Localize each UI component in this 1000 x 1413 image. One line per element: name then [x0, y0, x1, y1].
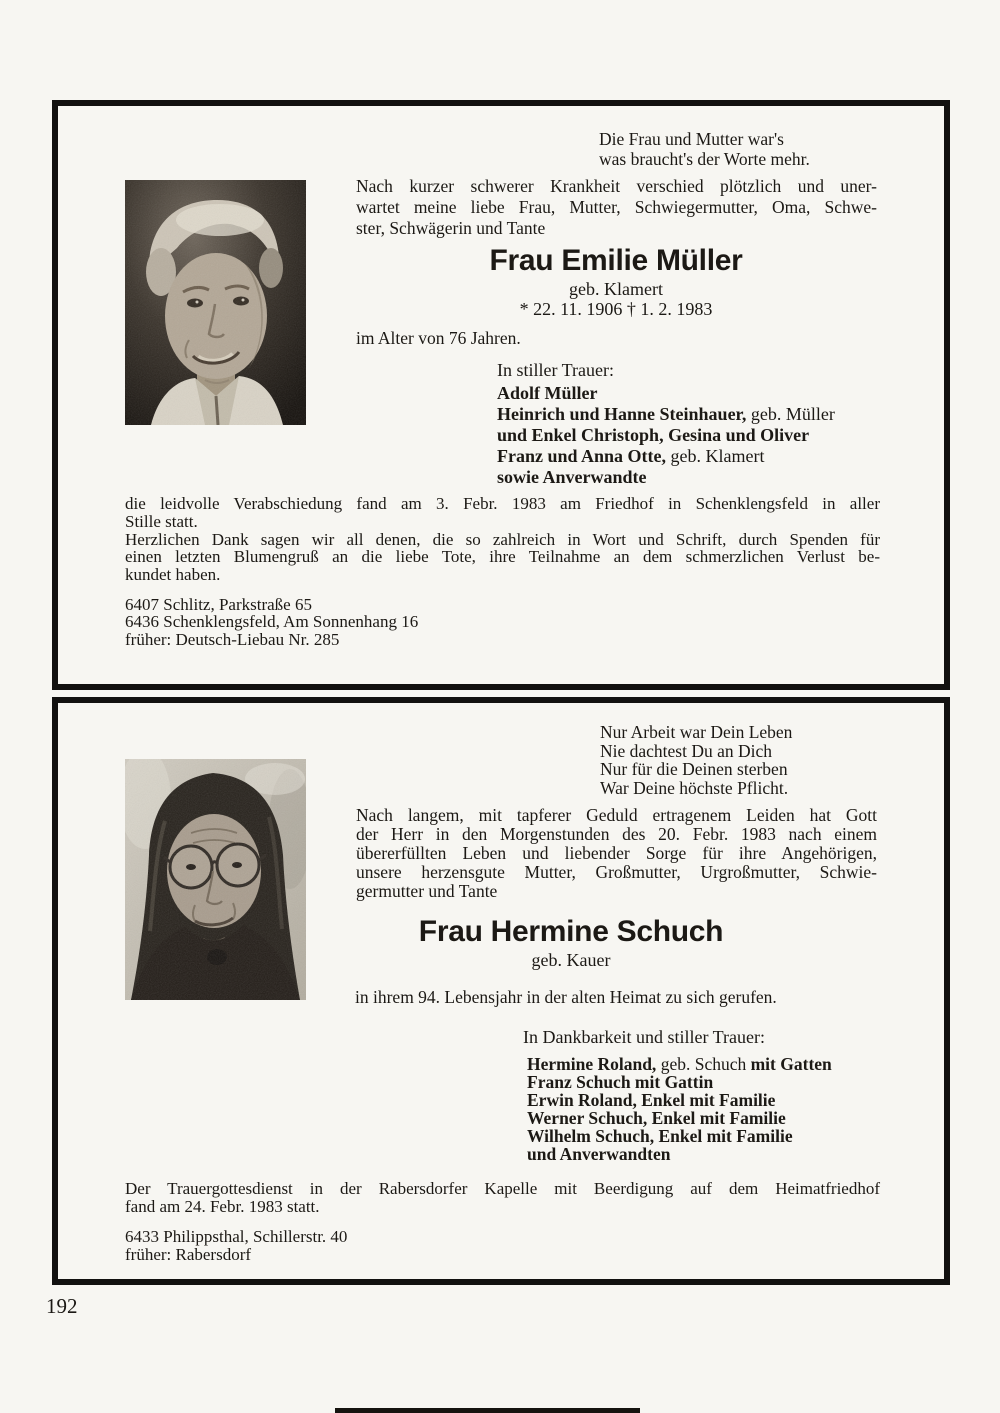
epigraph [599, 130, 810, 169]
maiden-name: geb. Klamert [569, 279, 663, 299]
mourner-line [497, 425, 835, 446]
paragraph-line: Stille statt. [125, 512, 198, 531]
mourner-name: Heinrich und Hanne Steinhauer, [497, 404, 747, 424]
mourner-line [527, 1055, 832, 1073]
mourning-intro: In stiller Trauer: [497, 360, 614, 380]
mourner-name: Adolf Müller [497, 383, 598, 403]
paragraph-line: einen letzten Blumengruß an die liebe Tote, ihre Teilnahme an dem schmerzlichen Verlust be- [125, 547, 880, 567]
mourner-name: und Anverwandten [527, 1144, 671, 1164]
address-line: früher: Deutsch-Liebau Nr. 285 [125, 629, 340, 649]
mourner-line [527, 1091, 832, 1109]
thanks-paragraph [125, 531, 880, 583]
mourners-list [497, 383, 835, 488]
address-line: 6433 Philippsthal, Schillerstr. 40 [125, 1227, 348, 1246]
page-number: 192 [46, 1294, 78, 1318]
mourner-name: Franz und Anna Otte, [497, 446, 667, 466]
mourning-intro: In Dankbarkeit und stiller Trauer: [523, 1027, 765, 1047]
mourner-name: Erwin Roland, Enkel mit Familie [527, 1090, 776, 1110]
address-line: 6436 Schenklengsfeld, Am Sonnenhang 16 [125, 612, 419, 632]
mourner-line [527, 1127, 832, 1145]
epigraph [600, 723, 792, 797]
intro-line: Nach kurzer schwerer Krankheit verschied plötzlich und uner- [356, 176, 877, 196]
epigraph-line: Die Frau und Mutter war's [599, 129, 784, 149]
intro-line: übererfüllten Leben und liebender Sorge für ihre Angehörigen, [356, 843, 877, 863]
address-block [125, 1228, 347, 1264]
mourner-line [527, 1145, 832, 1163]
portrait-photo [125, 759, 306, 1000]
portrait-photo-emilie-mueller [125, 180, 306, 425]
intro-line: unsere herzensgute Mutter, Großmutter, Urgroßmutter, Schwie- [356, 862, 877, 882]
mourner-name: Franz Schuch mit Gattin [527, 1072, 714, 1092]
deceased-name-block [354, 244, 878, 319]
epigraph-line: Nur für die Deinen sterben [600, 759, 788, 779]
portrait-photo [125, 180, 306, 425]
portrait-photo-hermine-schuch [125, 759, 306, 1000]
scan-edge-artifact [335, 1408, 640, 1413]
mourner-note: geb. Müller [746, 404, 835, 424]
paragraph-line: die leidvolle Verabschiedung fand am 3. Febr. 1983 am Friedhof in Schenklengsfeld in aller [125, 494, 880, 513]
paragraph-line: Der Trauergottesdienst in der Rabersdorfer Kapelle mit Beerdigung auf dem Heimatfriedhof [125, 1179, 880, 1198]
service-paragraph [125, 1180, 880, 1216]
obituary-card-emilie-mueller [52, 100, 950, 690]
maiden-name: geb. Kauer [531, 950, 611, 970]
mourner-line [527, 1109, 832, 1127]
mourner-line [497, 383, 835, 404]
paragraph-line: fand am 24. Febr. 1983 statt. [125, 1197, 320, 1217]
obituary-card-hermine-schuch [52, 697, 950, 1285]
mourner-name: Hermine Roland, [527, 1054, 657, 1074]
intro-paragraph [356, 806, 877, 901]
address-block [125, 596, 418, 648]
mourner-note: geb. Schuch [656, 1054, 751, 1074]
paragraph-line: kundet haben. [125, 564, 221, 584]
intro-line: germutter und Tante [356, 881, 498, 901]
intro-line: ster, Schwägerin und Tante [356, 218, 546, 238]
address-line: früher: Rabersdorf [125, 1245, 252, 1264]
age-line: im Alter von 76 Jahren. [356, 328, 521, 348]
intro-line: Nach langem, mit tapferer Geduld ertragenem Leiden hat Gott [356, 805, 877, 825]
epigraph-line: Nie dachtest Du an Dich [600, 740, 773, 761]
paragraph-line: Herzlichen Dank sagen wir all denen, die so zahlreich in Wort und Schrift, durch Spenden für [125, 530, 880, 549]
farewell-paragraph [125, 495, 880, 531]
deceased-name: Frau Emilie Müller [489, 244, 743, 277]
mourner-name: und Enkel Christoph, Gesina und Oliver [497, 425, 810, 445]
mourner-note: geb. Klamert [666, 446, 765, 466]
mourner-line [497, 467, 835, 488]
mourner-line [527, 1073, 832, 1091]
mourner-note-bold: mit Gatten [750, 1054, 832, 1074]
deceased-name: Frau Hermine Schuch [418, 915, 724, 948]
epigraph-line: was braucht's der Worte mehr. [599, 148, 810, 169]
mourner-name: Werner Schuch, Enkel mit Familie [527, 1108, 786, 1128]
mourner-name: Wilhelm Schuch, Enkel mit Familie [527, 1126, 793, 1146]
epigraph-line: War Deine höchste Pflicht. [600, 777, 789, 798]
mourners-list [527, 1055, 832, 1163]
mourner-line [497, 404, 835, 425]
mourner-line [497, 446, 835, 467]
epigraph-line: Nur Arbeit war Dein Leben [600, 722, 793, 742]
deceased-name-block [309, 915, 833, 970]
mourner-name: sowie Anverwandte [497, 467, 647, 487]
intro-line: wartet meine liebe Frau, Mutter, Schwiegermutter, Oma, Schwe- [356, 197, 877, 217]
address-line: 6407 Schlitz, Parkstraße 65 [125, 595, 312, 614]
intro-paragraph [356, 176, 877, 239]
called-line: in ihrem 94. Lebensjahr in der alten Heimat zu sich gerufen. [355, 987, 777, 1007]
life-dates: * 22. 11. 1906 † 1. 2. 1983 [519, 299, 713, 319]
intro-line: der Herr in den Morgenstunden des 20. Febr. 1983 nach einem [356, 824, 877, 844]
